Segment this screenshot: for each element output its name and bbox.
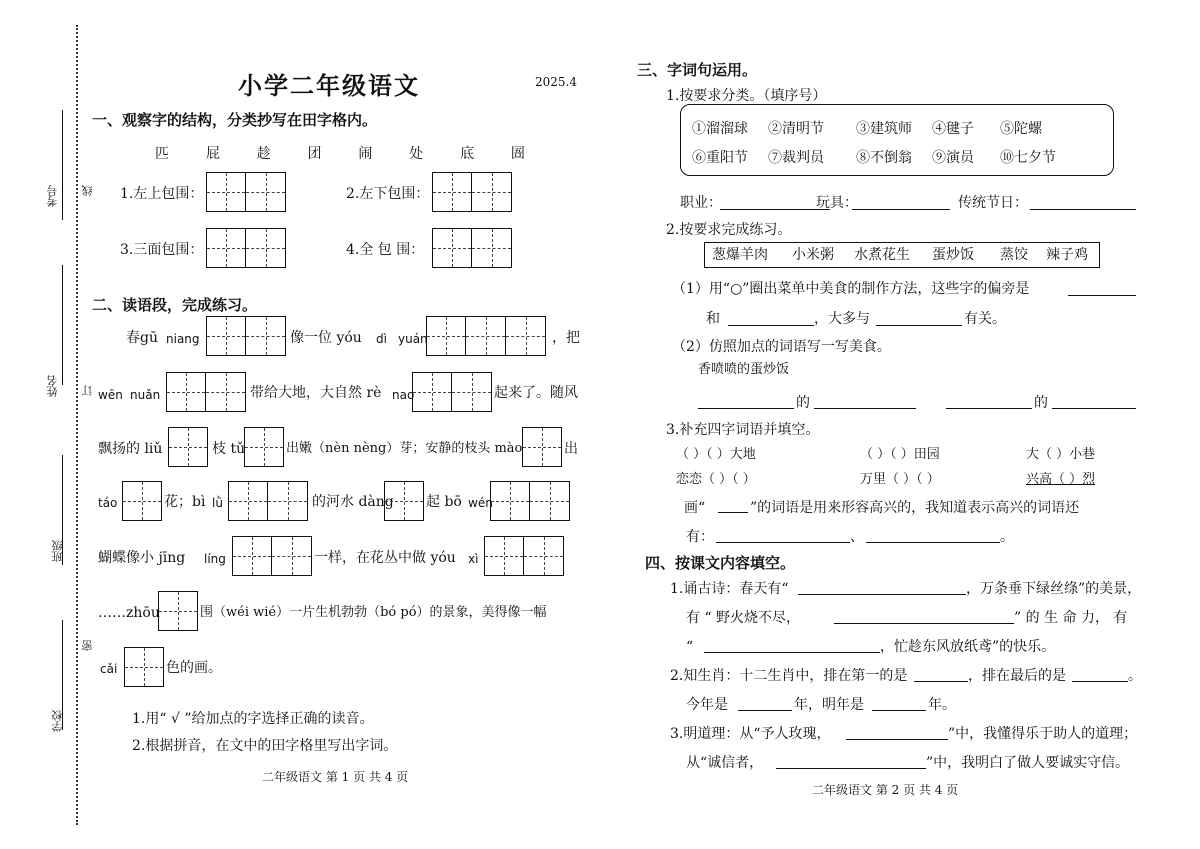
answer-grid[interactable] (232, 536, 312, 576)
this-year-field[interactable] (738, 710, 792, 711)
poem-text-2: ，万条垂下绿丝绦”的美景， (966, 581, 1142, 597)
item: ⑧不倒翁 (856, 150, 912, 166)
poem-text-5: “ (686, 639, 694, 655)
highlight-text-2: ”的词语是用来形容高兴的，我知道表示高兴的词语还 (750, 500, 1080, 516)
tian-grid-cell[interactable] (426, 316, 466, 356)
tian-grid-cell[interactable] (246, 228, 286, 268)
poem-text-4: ” 的 生 命 力， 有 (1014, 610, 1128, 626)
idiom-5[interactable]: 万里（ ）（ ） (860, 472, 940, 487)
q1-label: 1.左上包围： (120, 186, 204, 202)
answer-grid[interactable] (484, 536, 564, 576)
menu-item: 辣子鸡 (1046, 247, 1088, 263)
exercise-question: 2.按要求完成练习。 (666, 222, 792, 238)
question-a: 1.用“ √ ”给加点的字选择正确的读音。 (132, 711, 374, 727)
text-chunk: 色的画。 (166, 660, 222, 676)
answer-grid[interactable] (168, 427, 208, 467)
binding-dept-label: 订 (81, 385, 94, 396)
tian-grid-cell[interactable] (506, 316, 546, 356)
classify-question: 1.按要求分类。（填序号） (666, 88, 827, 104)
char-item: 趁 (256, 146, 271, 162)
poem-text-1: 1.诵古诗：春天有“ (670, 581, 789, 597)
zodiac-text-6: 年。 (928, 697, 956, 713)
pinyin: cǎi (100, 662, 118, 676)
food-blank-2[interactable] (814, 408, 916, 409)
tian-grid-cell[interactable] (384, 481, 424, 521)
tian-grid-cell[interactable] (246, 316, 286, 356)
category-festival-field[interactable] (1030, 209, 1136, 210)
tian-grid-cell[interactable] (122, 481, 162, 521)
tian-grid-cell[interactable] (452, 372, 492, 412)
tian-grid-cell[interactable] (432, 172, 472, 212)
char-item: 屁 (205, 146, 220, 162)
poem-field-3[interactable] (704, 652, 880, 653)
food-blank-4[interactable] (1052, 408, 1136, 409)
char-item: 处 (409, 146, 424, 162)
answer-grid[interactable] (228, 481, 308, 521)
zodiac-text-1: 2.知生肖：十二生肖中，排在第一的是 (670, 668, 908, 684)
item: ①溜溜球 (692, 121, 748, 137)
pinyin: líng (204, 552, 226, 566)
answer-grid[interactable] (522, 427, 562, 467)
happy-word-field-2[interactable] (866, 542, 1000, 543)
tian-grid-cell[interactable] (158, 591, 198, 631)
pinyin: wēn (98, 388, 123, 402)
pinyin: táo (98, 496, 118, 510)
tian-grid-cell[interactable] (530, 481, 570, 521)
pinyin: xì (468, 552, 479, 566)
text-chunk: 蝴蝶像小 jīng (98, 550, 186, 566)
part2-text: （2）仿照加点的词语写一写美食。 (672, 339, 891, 355)
zodiac-text-4: 今年是 (686, 697, 728, 713)
page-footer-1: 二年级语文 第 1 页 共 4 页 (262, 770, 409, 784)
tian-grid-cell[interactable] (232, 536, 272, 576)
section-4-heading: 四、按课文内容填空。 (645, 554, 796, 572)
zodiac-last-field[interactable] (1072, 681, 1128, 682)
category-toy-field[interactable] (852, 209, 950, 210)
school-field[interactable] (62, 620, 63, 730)
category-profession-label: 职业： (680, 195, 722, 211)
page-title: 小学二年级语文 (238, 71, 420, 100)
food-blank-1[interactable] (698, 408, 794, 409)
reason-text-2: ”中，我懂得乐于助人的道理； (948, 726, 1138, 742)
q2-label: 2.左下包围： (346, 186, 430, 202)
student-name-label: 姓名 (46, 375, 59, 397)
tian-grid-cell[interactable] (472, 228, 512, 268)
item: ②清明节 (768, 121, 824, 137)
exam-date: 2025.4 (535, 75, 577, 89)
char-item: 闹 (358, 146, 373, 162)
idiom-question: 3.补充四字词语并填空。 (666, 422, 820, 438)
item: ③建筑师 (856, 121, 912, 137)
item: ⑩七夕节 (1000, 150, 1056, 166)
reason-text-3: 从“诚信者， (686, 755, 764, 771)
item: ⑦裁判员 (768, 150, 824, 166)
highlight-have: 有： (686, 529, 714, 545)
student-name-field[interactable] (62, 265, 63, 385)
tian-grid-cell[interactable] (246, 172, 286, 212)
category-toy-label: 玩具： (816, 195, 858, 211)
idiom-1[interactable]: （ ）（ ）大地 (676, 447, 756, 462)
answer-grid[interactable] (384, 481, 424, 521)
q3-grid[interactable] (206, 228, 286, 268)
q2-grid[interactable] (432, 172, 512, 212)
tian-grid-cell[interactable] (168, 427, 208, 467)
answer-grid[interactable] (244, 427, 284, 467)
text-chunk: 出 (564, 441, 578, 457)
tian-grid-cell[interactable] (268, 481, 308, 521)
pinyin: wén (468, 496, 493, 510)
poem-field-1[interactable] (798, 594, 966, 595)
tian-grid-cell[interactable] (432, 228, 472, 268)
comma-sep: 、 (850, 529, 864, 545)
answer-grid[interactable] (158, 591, 198, 631)
example-phrase: 香喷喷的蛋炒饭 (698, 362, 790, 377)
idiom-3[interactable]: 大（ ）小巷 (1026, 447, 1096, 462)
tian-grid-cell[interactable] (206, 316, 246, 356)
reason-text-4: ”中，我明白了做人要诚实守信。 (926, 755, 1130, 771)
pinyin: nao (392, 388, 415, 402)
menu-item: 小米粥 (792, 247, 834, 263)
reason-text-1: 3.明道理：从“予人玫瑰， (670, 726, 831, 742)
reason-field-1[interactable] (846, 739, 948, 740)
text-chunk: 一样，在花丛中做 yóu (314, 550, 456, 566)
text-chunk: 出嫩（nèn nèng）芽；安静的枝头 mào (286, 441, 523, 456)
answer-grid[interactable] (412, 372, 492, 412)
answer-grid[interactable] (426, 316, 546, 356)
page-footer-2: 二年级语文 第 2 页 共 4 页 (812, 783, 959, 797)
q4-label: 4.全 包 围： (346, 242, 425, 258)
poem-text-6: ，忙趁东风放纸鸢”的快乐。 (880, 639, 1056, 655)
period: 。 (1000, 529, 1014, 545)
class-label: 班级 (51, 540, 64, 562)
menu-item: 蒸饺 (1000, 247, 1028, 263)
idiom-4[interactable]: 恋恋（ ）（ ） (676, 472, 756, 487)
seat-number-field[interactable] (62, 110, 63, 220)
zodiac-text-2: ，排在最后的是 (968, 668, 1066, 684)
poem-text-3: 有 “ 野火烧不尽， (686, 610, 801, 626)
q1-grid[interactable] (206, 172, 286, 212)
zodiac-first-field[interactable] (914, 681, 968, 682)
tian-grid-cell[interactable] (206, 228, 246, 268)
text-chunk: 起来了。随风 (494, 385, 578, 401)
part1-text: （1）用“○”圈出菜单中美食的制作方法，这些字的偏旁是 (672, 281, 1030, 297)
tian-grid-cell[interactable] (166, 372, 206, 412)
text-chunk: 花；bì (164, 494, 206, 510)
binding-line-label: 线 (81, 185, 94, 196)
answer-grid[interactable] (206, 316, 286, 356)
item: ⑨演员 (932, 150, 974, 166)
menu-item: 蛋炒饭 (932, 247, 974, 263)
text-chunk: 飘扬的 liǔ (98, 441, 163, 457)
highlight-text-1: 画“ (684, 500, 706, 516)
tian-grid-cell[interactable] (228, 481, 268, 521)
tian-grid-cell[interactable] (472, 172, 512, 212)
highlight-mark (718, 512, 748, 513)
char-list (155, 146, 525, 162)
menu-item: 水煮花生 (854, 247, 910, 263)
part1-end: 有关。 (964, 311, 1006, 327)
menu-item: 葱爆羊肉 (712, 247, 768, 263)
item: ⑤陀螺 (1000, 121, 1042, 137)
answer-grid[interactable] (490, 481, 570, 521)
answer-grid[interactable] (122, 481, 162, 521)
tian-grid-cell[interactable] (272, 536, 312, 576)
idiom-2[interactable]: （ ）（ ）田园 (860, 447, 940, 462)
section-1-heading: 一、观察字的结构，分类抄写在田字格内。 (92, 111, 378, 129)
category-festival-label: 传统节日： (958, 195, 1028, 211)
poem-field-2[interactable] (834, 623, 1014, 624)
char-item: 匹 (155, 146, 169, 162)
tian-grid-cell[interactable] (244, 427, 284, 467)
category-profession-field[interactable] (720, 209, 830, 210)
answer-grid[interactable] (124, 647, 164, 687)
text-chunk: 春gū (126, 330, 158, 346)
q4-grid[interactable] (432, 228, 512, 268)
char-item: 团 (307, 146, 322, 162)
answer-grid[interactable] (166, 372, 246, 412)
tian-grid-cell[interactable] (466, 316, 506, 356)
happy-word-field-1[interactable] (716, 542, 850, 543)
text-chunk: ……zhōu (98, 605, 160, 621)
tian-grid-cell[interactable] (490, 481, 530, 521)
part1-mostly: ，大多与 (814, 311, 870, 327)
section-3-heading: 三、字词句运用。 (637, 61, 758, 79)
reason-field-2[interactable] (776, 768, 926, 769)
food-blank-3[interactable] (946, 408, 1032, 409)
next-year-field[interactable] (872, 710, 926, 711)
de-2: 的 (1034, 395, 1048, 411)
pinyin: dì (376, 332, 387, 346)
item: ⑥重阳节 (692, 150, 748, 166)
part1-and: 和 (706, 311, 720, 327)
text-chunk: 枝 tǔ (212, 441, 246, 457)
tian-grid-cell[interactable] (206, 172, 246, 212)
pinyin: lǜ (212, 496, 223, 510)
radical-field-2[interactable] (728, 325, 814, 326)
tian-grid-cell[interactable] (522, 427, 562, 467)
class-field[interactable] (62, 455, 63, 565)
text-chunk: 的河水 dàng (312, 494, 394, 510)
seat-number-label: 考号 (46, 185, 59, 207)
text-chunk: 围（wéi wié）一片生机勃勃（bó pó）的景象，美得像一幅 (200, 605, 547, 620)
tian-grid-cell[interactable] (124, 647, 164, 687)
school-label: 学校 (51, 710, 64, 732)
binding-dotted-line (76, 25, 78, 825)
idiom-6[interactable]: 兴高（ ）烈 (1026, 472, 1096, 487)
pinyin: nuǎn (130, 388, 161, 402)
question-b: 2.根据拼音，在文中的田字格里写出字词。 (132, 738, 398, 754)
tian-grid-cell[interactable] (524, 536, 564, 576)
q3-label: 3.三面包围： (120, 242, 204, 258)
char-item: 圄 (510, 146, 525, 162)
text-chunk: 像一位 yóu (290, 330, 362, 346)
de-1: 的 (796, 395, 810, 411)
text-chunk: ，把 (552, 330, 580, 346)
pinyin: niang (166, 332, 200, 346)
tian-grid-cell[interactable] (412, 372, 452, 412)
relation-field[interactable] (876, 325, 962, 326)
radical-field-1[interactable] (1068, 295, 1136, 296)
text-chunk: 带给大地，大自然 rè (250, 385, 382, 401)
binding-seal-label: 密 (81, 640, 94, 651)
zodiac-text-3: 。 (1128, 668, 1142, 684)
section-2-heading: 二、读语段，完成练习。 (92, 296, 258, 314)
item: ④毽子 (932, 121, 974, 137)
pinyin: yuán (398, 332, 428, 346)
text-chunk: 起 bō (426, 494, 462, 510)
tian-grid-cell[interactable] (206, 372, 246, 412)
tian-grid-cell[interactable] (484, 536, 524, 576)
zodiac-text-5: 年，明年是 (794, 697, 864, 713)
char-item: 底 (460, 146, 475, 162)
